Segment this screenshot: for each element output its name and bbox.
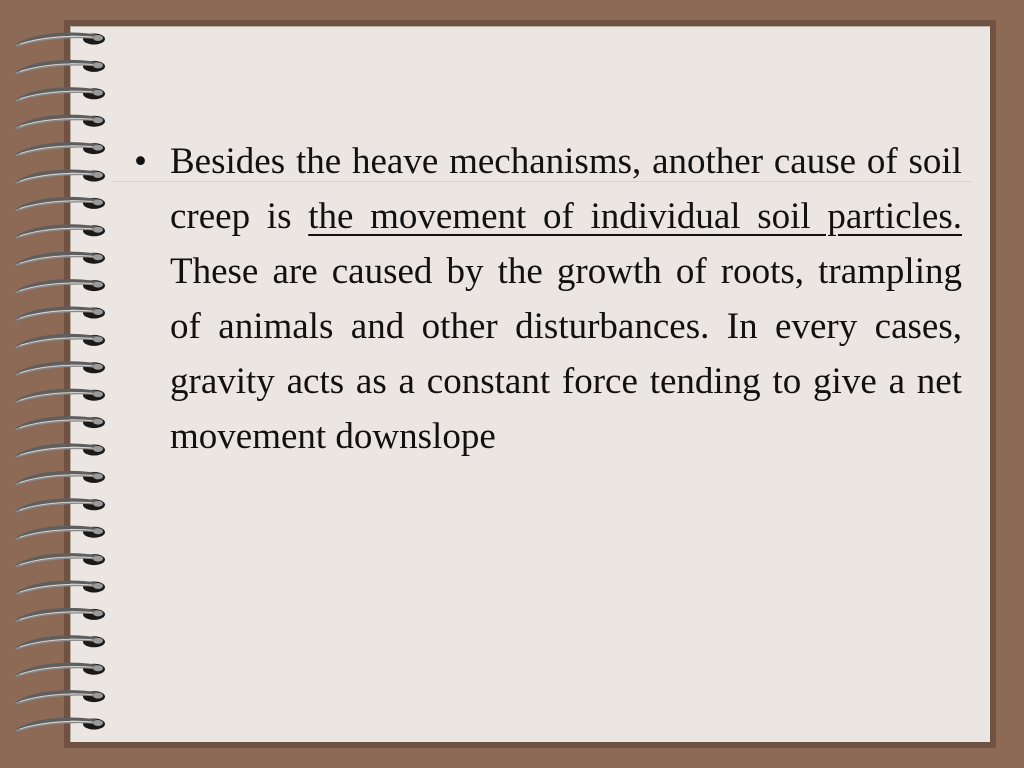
- spiral-ring: [16, 88, 105, 101]
- spiral-ring: [16, 116, 105, 129]
- spiral-ring: [16, 691, 105, 704]
- spiral-ring: [16, 582, 105, 595]
- spiral-ring: [16, 34, 105, 47]
- spiral-ring: [16, 417, 105, 430]
- spiral-ring: [16, 664, 105, 677]
- spiral-ring: [16, 719, 105, 732]
- spiral-ring: [16, 61, 105, 74]
- spiral-ring: [16, 362, 105, 375]
- spiral-ring: [16, 499, 105, 512]
- spiral-binding-icon: [14, 24, 114, 744]
- spiral-ring: [16, 143, 105, 156]
- underlined-phrase: the movement of individual soil particles.: [308, 196, 962, 237]
- paragraph-text-start: Besides the heave mechanisms, another cause of soil creep is: [170, 141, 962, 237]
- spiral-ring: [16, 527, 105, 540]
- spiral-ring: [16, 198, 105, 211]
- spiral-ring: [16, 390, 105, 403]
- spiral-ring: [16, 554, 105, 567]
- spiral-ring: [16, 609, 105, 622]
- spiral-ring: [16, 335, 105, 348]
- spiral-ring: [16, 171, 105, 184]
- spiral-ring: [16, 445, 105, 458]
- slide-content: [134, 134, 962, 464]
- spiral-ring: [16, 280, 105, 293]
- spiral-ring: [16, 253, 105, 266]
- bullet-paragraph: [134, 134, 962, 464]
- spiral-ring: [16, 225, 105, 238]
- bullet-icon: •: [134, 141, 147, 182]
- spiral-ring: [16, 308, 105, 321]
- spiral-ring: [16, 636, 105, 649]
- paragraph-text-end: These are caused by the growth of roots, trampling of animals and other disturbances. In every cases, gravity acts as a constant force tending to give a net movement downslope: [170, 251, 962, 457]
- spiral-ring: [16, 472, 105, 485]
